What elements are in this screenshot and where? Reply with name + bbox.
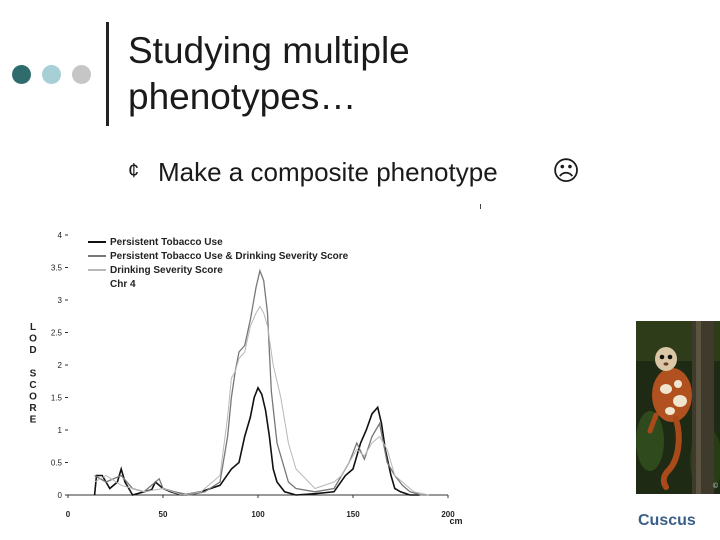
- y-tick-label: 2.5: [50, 328, 62, 338]
- x-axis-label: cm: [449, 516, 463, 526]
- y-tick-label: 2: [57, 361, 62, 370]
- y-axis-label-letter: D: [29, 345, 37, 356]
- legend-entry: Persistent Tobacco Use: [110, 237, 223, 248]
- lod-score-chart: [20, 222, 488, 530]
- y-axis-label-letter: R: [29, 403, 37, 414]
- decor-dot-teal: [42, 65, 61, 84]
- y-axis-label-letter: O: [29, 391, 37, 403]
- photo-credit: ©: [712, 483, 718, 490]
- photo-caption: Cuscus: [638, 512, 696, 529]
- y-tick-label: 3: [57, 296, 62, 305]
- decor-dot-dark: [12, 65, 31, 84]
- x-tick-label: 0: [65, 510, 71, 519]
- y-axis-label-letter: L: [29, 322, 37, 333]
- x-tick-label: 200: [441, 510, 455, 519]
- y-tick-label: 4: [57, 231, 62, 240]
- x-tick-label: 100: [251, 510, 265, 519]
- bullet-text: Make a composite phenotype: [158, 157, 498, 187]
- series-line: [95, 271, 429, 495]
- y-axis-label-letter: O: [29, 333, 37, 345]
- series-line: [95, 307, 429, 496]
- bullet-icon: ¢: [128, 160, 140, 182]
- title-divider: [106, 22, 109, 126]
- y-tick-label: 1.5: [50, 393, 62, 403]
- chart-svg: [20, 222, 488, 530]
- slide-title-line-2: phenotypes…: [128, 76, 357, 117]
- y-tick-label: 1: [57, 426, 62, 435]
- legend-entry: Drinking Severity Score: [110, 265, 223, 276]
- stray-tick-mark: [480, 204, 481, 209]
- x-tick-label: 50: [158, 510, 168, 519]
- y-axis-label-letter: E: [29, 414, 37, 426]
- y-axis-label-letter: S: [29, 368, 37, 380]
- slide-title-line-1: Studying multiple: [128, 30, 410, 71]
- slide-title: [128, 28, 410, 120]
- y-tick-label: 0.5: [50, 458, 62, 468]
- decor-dot-gray: [72, 65, 91, 84]
- y-axis-label-letter: C: [29, 380, 37, 391]
- legend-entry: Chr 4: [110, 279, 136, 290]
- y-tick-label: 3.5: [50, 263, 62, 273]
- cuscus-illustration: [636, 321, 720, 494]
- cuscus-photo: [636, 321, 720, 494]
- sad-face-icon: ☹: [552, 156, 581, 186]
- y-tick-label: 0: [57, 491, 62, 500]
- x-tick-label: 150: [346, 510, 360, 519]
- legend-entry: Persistent Tobacco Use & Drinking Severity Score: [110, 251, 349, 262]
